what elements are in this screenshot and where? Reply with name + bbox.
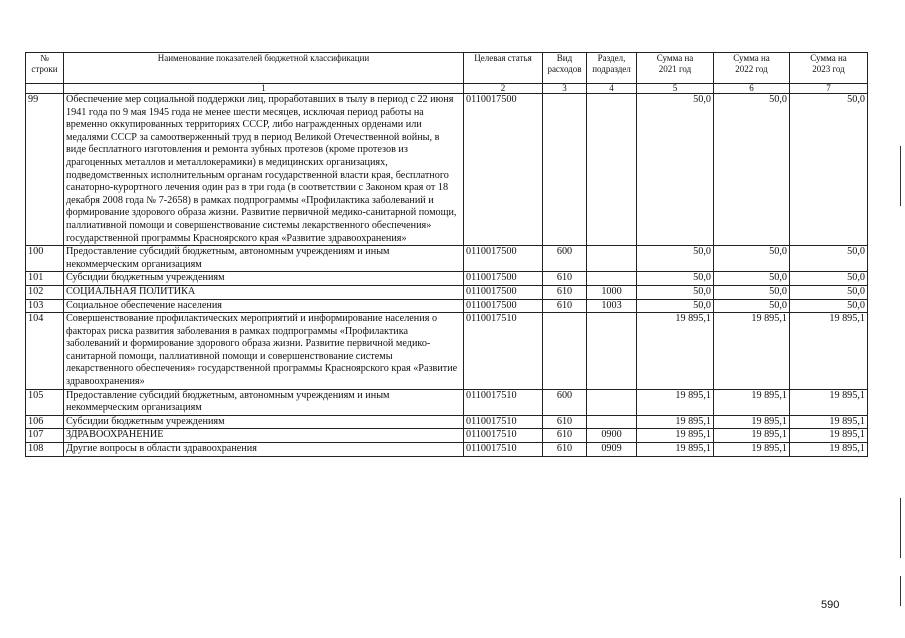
indicator-name: Совершенствование профилактических мероприятий и информирование населения о факторах риска развития заболевания в рамках подпрограммы «Профилактика заболеваний и формирование здорового образа жизни. Развитие первичной медико-санитарной помощи, паллиативной помощи и совершенствование системы лекарственного обеспечения» государственной программы Красноярского края «Развитие здравоохранения» xyxy=(64,313,464,390)
column-index xyxy=(26,84,64,94)
section-code xyxy=(587,389,637,415)
sum-2022: 19 895,1 xyxy=(714,429,790,443)
target-article: 0110017500 xyxy=(464,285,543,299)
row-number: 106 xyxy=(26,415,64,429)
row-number: 107 xyxy=(26,429,64,443)
sum-2022: 19 895,1 xyxy=(714,443,790,457)
sum-2023: 50,0 xyxy=(790,272,868,286)
table-row xyxy=(26,313,868,390)
scan-edge-mark xyxy=(900,146,901,206)
header-row xyxy=(26,53,868,84)
section-code: 0909 xyxy=(587,443,637,457)
budget-table xyxy=(25,52,868,457)
target-article: 0110017500 xyxy=(464,299,543,313)
table-row xyxy=(26,443,868,457)
expense-type: 610 xyxy=(543,443,587,457)
row-number: 103 xyxy=(26,299,64,313)
row-number: 99 xyxy=(26,94,64,246)
sum-2021: 19 895,1 xyxy=(637,429,714,443)
sum-2022: 19 895,1 xyxy=(714,389,790,415)
sum-2022: 50,0 xyxy=(714,272,790,286)
header-indicator-name: Наименование показателей бюджетной классификации xyxy=(64,53,464,84)
sum-2021: 50,0 xyxy=(637,285,714,299)
header-sum-2021: Сумма на 2021 год xyxy=(637,53,714,84)
sum-2023: 50,0 xyxy=(790,285,868,299)
scan-edge-mark xyxy=(900,576,901,606)
indicator-name: Социальное обеспечение населения xyxy=(64,299,464,313)
expense-type: 610 xyxy=(543,299,587,313)
sum-2021: 50,0 xyxy=(637,246,714,272)
indicator-name: ЗДРАВООХРАНЕНИЕ xyxy=(64,429,464,443)
section-code xyxy=(587,272,637,286)
column-index: 4 xyxy=(587,84,637,94)
expense-type: 610 xyxy=(543,429,587,443)
expense-type xyxy=(543,313,587,390)
section-code xyxy=(587,94,637,246)
sum-2022: 19 895,1 xyxy=(714,313,790,390)
target-article: 0110017510 xyxy=(464,313,543,390)
row-number: 101 xyxy=(26,272,64,286)
table-row xyxy=(26,429,868,443)
row-number: 105 xyxy=(26,389,64,415)
row-number: 104 xyxy=(26,313,64,390)
sum-2023: 50,0 xyxy=(790,246,868,272)
row-number: 100 xyxy=(26,246,64,272)
sum-2021: 19 895,1 xyxy=(637,415,714,429)
sum-2021: 50,0 xyxy=(637,94,714,246)
sum-2022: 50,0 xyxy=(714,285,790,299)
sum-2021: 50,0 xyxy=(637,272,714,286)
table-row xyxy=(26,415,868,429)
indicator-name: Предоставление субсидий бюджетным, автономным учреждениям и иным некоммерческим организациям xyxy=(64,246,464,272)
sum-2021: 19 895,1 xyxy=(637,443,714,457)
indicator-name: Другие вопросы в области здравоохранения xyxy=(64,443,464,457)
scan-edge-mark xyxy=(900,498,901,558)
header-target-article: Целевая статья xyxy=(464,53,543,84)
header-section: Раздел, подраздел xyxy=(587,53,637,84)
table-row xyxy=(26,285,868,299)
target-article: 0110017510 xyxy=(464,443,543,457)
row-number: 102 xyxy=(26,285,64,299)
sum-2022: 50,0 xyxy=(714,94,790,246)
sum-2021: 19 895,1 xyxy=(637,389,714,415)
indicator-name: Субсидии бюджетным учреждениям xyxy=(64,272,464,286)
indicator-name: Субсидии бюджетным учреждениям xyxy=(64,415,464,429)
sum-2023: 50,0 xyxy=(790,299,868,313)
sum-2023: 50,0 xyxy=(790,94,868,246)
target-article: 0110017500 xyxy=(464,94,543,246)
section-code xyxy=(587,313,637,390)
expense-type xyxy=(543,94,587,246)
column-index: 2 xyxy=(464,84,543,94)
table-row xyxy=(26,389,868,415)
table-row xyxy=(26,246,868,272)
section-code: 1003 xyxy=(587,299,637,313)
column-index: 7 xyxy=(790,84,868,94)
header-sum-2022: Сумма на 2022 год xyxy=(714,53,790,84)
table-row xyxy=(26,272,868,286)
column-index: 6 xyxy=(714,84,790,94)
target-article: 0110017510 xyxy=(464,389,543,415)
page-number: 590 xyxy=(821,599,840,611)
indicator-name: Предоставление субсидий бюджетным, автономным учреждениям и иным некоммерческим организациям xyxy=(64,389,464,415)
column-index: 5 xyxy=(637,84,714,94)
indicator-name: Обеспечение мер социальной поддержки лиц, проработавших в тылу в период с 22 июня 1941 года по 9 мая 1945 года не менее шести месяцев, исключая период работы на временно оккупированных территориях СССР, либо награжденных орденами или медалями СССР за самоотверженный труд в период Великой Отечественной войны, в виде бесплатного изготовления и ремонта зубных протезов (кроме протезов из драгоценных металлов и металлокерамики) в медицинских организациях, подведомственных исполнительным органам государственной власти края, бесплатного санаторно-курортного лечения один раз в три года (в соответствии с Законом края от 18 декабря 2008 года № 7-2658) в рамках подпрограммы «Профилактика заболеваний и формирование здорового образа жизни. Развитие первичной медико-санитарной помощи, паллиативной помощи и совершенствование системы лекарственного обеспечения» государственной программы Красноярского края «Развитие здравоохранения» xyxy=(64,94,464,246)
section-code: 1000 xyxy=(587,285,637,299)
expense-type: 610 xyxy=(543,415,587,429)
sum-2023: 19 895,1 xyxy=(790,429,868,443)
column-index: 1 xyxy=(64,84,464,94)
target-article: 0110017510 xyxy=(464,415,543,429)
header-expense-type: Вид расходов xyxy=(543,53,587,84)
sum-2023: 19 895,1 xyxy=(790,415,868,429)
indicator-name: СОЦИАЛЬНАЯ ПОЛИТИКА xyxy=(64,285,464,299)
column-index-row xyxy=(26,84,868,94)
header-sum-2023: Сумма на 2023 год xyxy=(790,53,868,84)
section-code: 0900 xyxy=(587,429,637,443)
section-code xyxy=(587,415,637,429)
target-article: 0110017510 xyxy=(464,429,543,443)
sum-2023: 19 895,1 xyxy=(790,443,868,457)
sum-2023: 19 895,1 xyxy=(790,389,868,415)
section-code xyxy=(587,246,637,272)
expense-type: 610 xyxy=(543,272,587,286)
sum-2022: 19 895,1 xyxy=(714,415,790,429)
row-number: 108 xyxy=(26,443,64,457)
expense-type: 610 xyxy=(543,285,587,299)
target-article: 0110017500 xyxy=(464,246,543,272)
expense-type: 600 xyxy=(543,246,587,272)
sum-2023: 19 895,1 xyxy=(790,313,868,390)
sum-2022: 50,0 xyxy=(714,246,790,272)
header-row-number: № строки xyxy=(26,53,64,84)
column-index: 3 xyxy=(543,84,587,94)
table-row xyxy=(26,94,868,246)
table-body xyxy=(26,94,868,457)
target-article: 0110017500 xyxy=(464,272,543,286)
sum-2022: 50,0 xyxy=(714,299,790,313)
expense-type: 600 xyxy=(543,389,587,415)
sum-2021: 19 895,1 xyxy=(637,313,714,390)
table-row xyxy=(26,299,868,313)
sum-2021: 50,0 xyxy=(637,299,714,313)
